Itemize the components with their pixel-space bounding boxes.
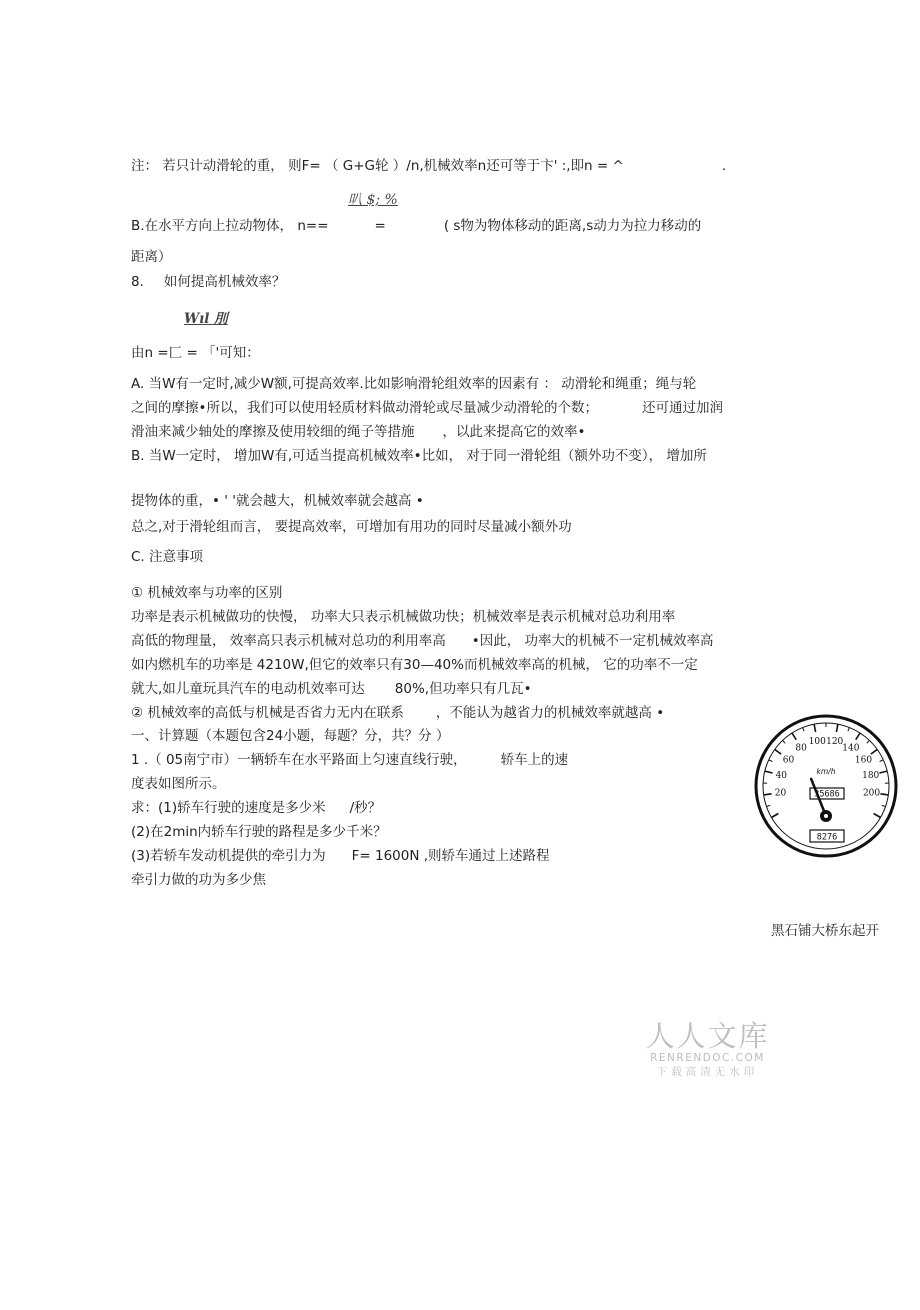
- speedometer-figure: [752, 712, 900, 860]
- calc-r3-a: (3)若轿车发动机提供的牵引力为: [131, 848, 326, 864]
- calc-q1-a: 1 .（ 05南宁市）一辆轿车在水平路面上匀速直线行驶，: [131, 752, 467, 768]
- calc-q1-line-1: [131, 751, 568, 769]
- note-text: 注： 若只计动滑轮的重， 则F= （ G+G轮 ）/n,机械效率n还可等于卞' :,即n = ^: [131, 158, 624, 174]
- speedometer-unit: km/h: [816, 767, 836, 776]
- item-1-line-1: 功率是表示机械做功的快慢， 功率大只表示机械做功快；机械效率是表示机械对总功利用率: [131, 609, 676, 625]
- horizontal-cont: 距离）: [131, 249, 172, 265]
- calc-q1-b: 轿车上的速: [500, 752, 569, 768]
- formula-2: Wıl 刖: [184, 311, 228, 327]
- item-1-line-4b: 80%,但功率只有几瓦•: [394, 681, 532, 697]
- horizontal-text-b: =: [374, 218, 386, 234]
- section-a-line-2a: 之间的摩擦•所以，我们可以使用轻质材料做动滑轮或尽量减少动滑轮的个数；: [131, 400, 598, 416]
- speedometer-tick-label: 80: [795, 743, 807, 754]
- item-2-a: ② 机械效率的高低与机械是否省力无内在联系: [131, 705, 404, 721]
- speedometer-tick-label: 160: [854, 755, 873, 766]
- speedometer-tick-label: 200: [862, 788, 881, 799]
- note-end-dot: .: [721, 158, 727, 174]
- calc-r3-cont: 牵引力做的功为多少焦: [131, 872, 266, 888]
- item-1-line-4: [131, 680, 532, 698]
- calc-heading: 一、计算题（本题包含24小题，每题？分，共？分 ）: [131, 728, 450, 744]
- from-equation: 由n =匚 = 「'可知：: [131, 345, 260, 361]
- horizontal-text-c: ( s物为物体移动的距离,s动力为拉力移动的: [443, 218, 702, 234]
- figure-caption: 黑石铺大桥东起开: [771, 923, 879, 939]
- calc-r3-b: F= 1600N ,则轿车通过上述路程: [351, 848, 550, 864]
- speedometer-tick: [880, 794, 888, 795]
- item-1-line-2: [131, 632, 714, 650]
- speedometer-tick-label: 120: [826, 736, 844, 747]
- calc-r1-a: 求：(1)轿车行驶的速度是多少米: [131, 800, 326, 816]
- item-1-line-2a: 高低的物理量， 效率高只表示机械对总功的利用率高: [131, 633, 446, 649]
- item-1-title: ① 机械效率与功率的区别: [131, 585, 283, 601]
- needle-hub-center: [824, 814, 828, 818]
- speedometer-tick-label: 20: [774, 788, 787, 799]
- section-a-line-3b: ，以此来提高它的效率•: [442, 424, 586, 440]
- calc-r2: (2)在2min内轿车行驶的路程是多少千米？: [131, 824, 387, 840]
- summary: 总之,对于滑轮组而言， 要提高效率，可增加有用功的同时尽量减小额外功: [131, 519, 572, 535]
- odometer-top: 35686: [814, 789, 840, 800]
- odometer-bottom: 8276: [816, 832, 838, 843]
- section-a-line-2: [131, 399, 723, 417]
- section-a-line-2b: 还可通过加润: [641, 400, 723, 416]
- watermark-tagline: 下载高清无水印: [656, 1066, 759, 1078]
- speedometer-tick-label: 140: [842, 743, 860, 754]
- section-b-line-1: B. 当W一定时， 增加W有,可适当提高机械效率•比如， 对于同一滑轮组（额外功不变）， 增加所: [131, 448, 707, 464]
- question-8-text: 如何提高机械效率？: [163, 274, 286, 290]
- speedometer-tick-label: 100: [808, 736, 826, 747]
- section-a-line-3a: 滑油来减少轴处的摩擦及使用较细的绳子等措施: [131, 424, 415, 440]
- speedometer-tick-label: 60: [782, 755, 795, 766]
- watermark: [640, 1020, 775, 1079]
- calc-r3: [131, 847, 550, 865]
- calc-q1-line-2: 度表如图所示。: [131, 776, 226, 792]
- item-2: [131, 704, 664, 722]
- section-b-line-2: 提物体的重，• ' '就会越大，机械效率就会越高 •: [131, 493, 424, 509]
- horizontal-text-a: B.在水平方向上拉动物体， n==: [131, 218, 329, 234]
- item-1-line-4a: 就大,如儿童玩具汽车的电动机效率可达: [131, 681, 365, 697]
- calc-r1: [131, 799, 381, 817]
- section-c-heading: C. 注意事项: [131, 549, 204, 565]
- question-8: [131, 273, 285, 291]
- section-a-line-1: A. 当W有一定时,减少W额,可提高效率.比如影响滑轮组效率的因素有 ： 动滑轮和绳重；绳与轮: [131, 376, 697, 392]
- item-2-b: ，不能认为越省力的机械效率就越高 •: [435, 705, 665, 721]
- watermark-title: 人人文库: [645, 1019, 770, 1053]
- formula-fragment: 叭 $; %: [348, 192, 398, 208]
- watermark-domain: RENRENDOC.COM: [650, 1052, 765, 1064]
- speedometer-tick-label: 40: [775, 771, 788, 782]
- item-1-line-3: 如内燃机车的功率是 4210W,但它的效率只有30—40%而机械效率高的机械， 它的功率不一定: [131, 657, 698, 673]
- calc-r1-b: /秒？: [349, 800, 382, 816]
- item-1-line-2b: •因此， 功率大的机械不一定机械效率高: [471, 633, 714, 649]
- note-line: [131, 157, 726, 175]
- speedometer-tick-label: 180: [862, 771, 880, 782]
- speedometer-tick: [764, 794, 772, 795]
- question-8-number: 8.: [131, 274, 144, 290]
- horizontal-line: [131, 217, 701, 235]
- section-a-line-3: [131, 423, 585, 441]
